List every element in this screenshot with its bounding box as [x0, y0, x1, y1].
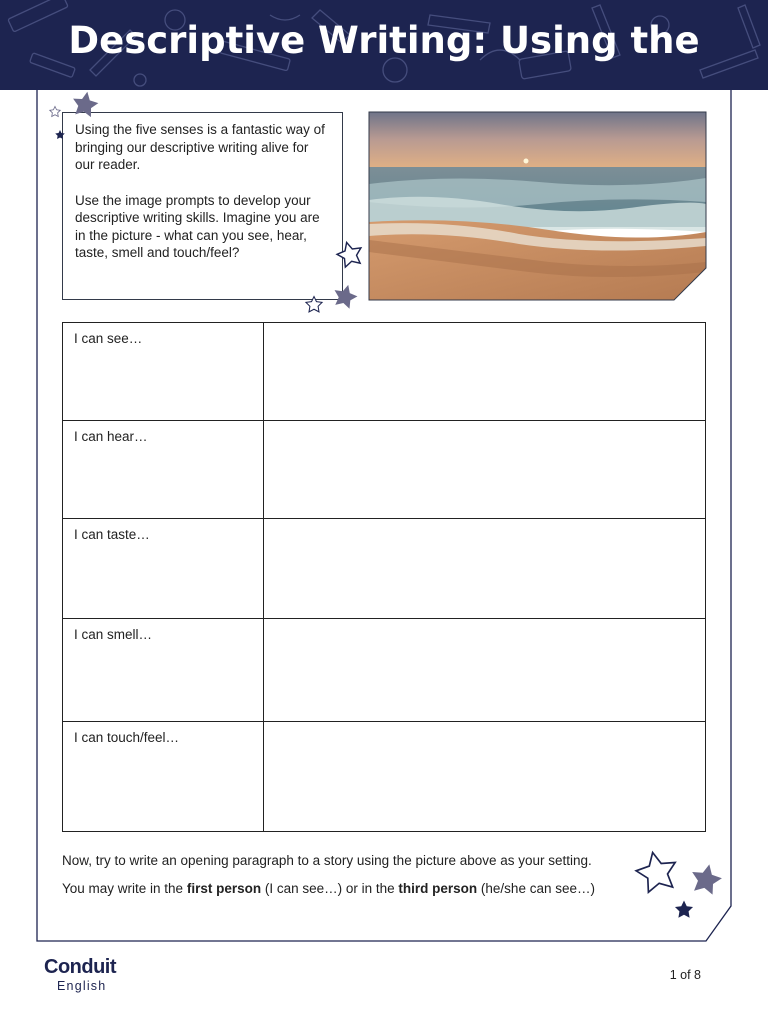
- intro-text-box: [62, 112, 343, 300]
- page-number: 1 of 8: [669, 968, 701, 982]
- instruction-line-2: [62, 880, 642, 898]
- sense-label: I can hear…: [63, 421, 264, 519]
- conduit-english-logo: [44, 956, 116, 993]
- writing-instructions: [62, 852, 642, 898]
- beach-sunset-image: [369, 112, 706, 300]
- instruction-text: (I can see…) or in the: [261, 881, 399, 896]
- sense-label: I can taste…: [63, 519, 264, 619]
- instruction-text: You may write in the: [62, 881, 187, 896]
- sense-label: I can touch/feel…: [63, 722, 264, 832]
- sense-response-cell[interactable]: [264, 722, 706, 832]
- sense-row-see: [63, 323, 706, 421]
- sense-response-cell[interactable]: [264, 619, 706, 722]
- sense-response-cell[interactable]: [264, 519, 706, 619]
- third-person-term: third person: [398, 881, 478, 896]
- first-person-term: first person: [186, 881, 262, 896]
- instruction-text: (he/she can see…): [477, 881, 595, 896]
- instruction-line-1: Now, try to write an opening paragraph to a story using the picture above as your setting.: [62, 853, 592, 868]
- sense-row-touch: [63, 722, 706, 832]
- sense-row-smell: [63, 619, 706, 722]
- intro-paragraph-2: Use the image prompts to develop your descriptive writing skills. Imagine you are in the picture - what can you see, hear, taste, smell and touch/feel?: [75, 192, 320, 260]
- logo-name: Conduit: [44, 956, 117, 978]
- sense-label: I can see…: [63, 323, 264, 421]
- sense-response-cell[interactable]: [264, 421, 706, 519]
- page-title: Descriptive Writing: Using the: [68, 19, 700, 62]
- intro-paragraph-1: Using the five senses is a fantastic way of bringing our descriptive writing alive for our reader.: [75, 122, 325, 172]
- sense-row-taste: [63, 519, 706, 619]
- sense-response-cell[interactable]: [264, 323, 706, 421]
- sense-label: I can smell…: [63, 619, 264, 722]
- sense-row-hear: [63, 421, 706, 519]
- senses-table: [62, 322, 706, 832]
- logo-subtitle: English: [57, 979, 107, 993]
